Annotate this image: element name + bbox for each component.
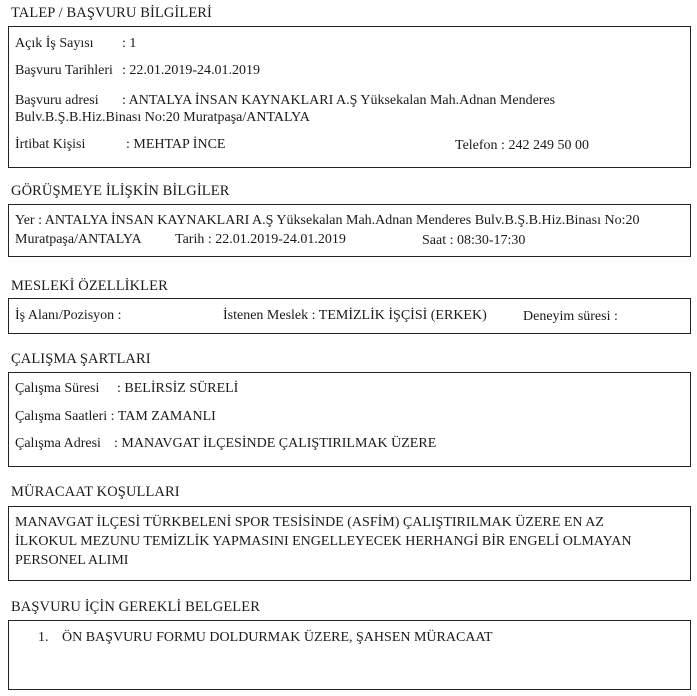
gorusme-yer-line1: Yer : ANTALYA İNSAN KAYNAKLARI A.Ş Yüksekalan Mah.Adnan Menderes Bulv.B.Ş.B.Hiz.Binası No:20: [15, 213, 640, 228]
is-alani-pozisyon: İş Alanı/Pozisyon :: [15, 308, 122, 323]
basvuru-adres-label: Başvuru adresi: [15, 93, 99, 108]
irtibat-value: : MEHTAP İNCE: [126, 137, 226, 152]
istenen-meslek: İstenen Meslek : TEMİZLİK İŞÇİSİ (ERKEK): [223, 308, 487, 323]
belge-item-text: ÖN BAŞVURU FORMU DOLDURMAK ÜZERE, ŞAHSEN MÜRACAAT: [62, 630, 493, 645]
muracaat-line3: PERSONEL ALIMI: [15, 553, 129, 568]
gorusme-tarih: Tarih : 22.01.2019-24.01.2019: [175, 232, 346, 247]
basvuru-adres-value-line2: Bulv.B.Ş.B.Hiz.Binası No:20 Muratpaşa/ANTALYA: [15, 110, 310, 125]
gorusme-saat: Saat : 08:30-17:30: [422, 233, 526, 248]
mesleki-section-box: [8, 298, 691, 334]
gorusme-section-box: [8, 204, 691, 257]
basvuru-tarih-value: : 22.01.2019-24.01.2019: [122, 63, 261, 78]
calisma-adresi-value: : MANAVGAT İLÇESİNDE ÇALIŞTIRILMAK ÜZERE: [114, 436, 437, 451]
acik-is-value: : 1: [122, 36, 137, 51]
muracaat-line2: İLKOKUL MEZUNU TEMİZLİK YAPMASINI ENGELLEYECEK HERHANGİ BİR ENGELİ OLMAYAN: [15, 534, 632, 549]
calisma-suresi-label: Çalışma Süresi: [15, 381, 100, 396]
deneyim-suresi: Deneyim süresi :: [523, 309, 618, 324]
muracaat-section-heading: MÜRACAAT KOŞULLARI: [11, 484, 180, 500]
calisma-suresi-value: : BELİRSİZ SÜRELİ: [117, 381, 239, 396]
acik-is-label: Açık İş Sayısı: [15, 36, 94, 51]
basvuru-adres-value-line1: : ANTALYA İNSAN KAYNAKLARI A.Ş Yüksekalan Mah.Adnan Menderes: [122, 93, 556, 108]
telefon: Telefon : 242 249 50 00: [455, 138, 589, 153]
belgeler-section-heading: BAŞVURU İÇİN GEREKLİ BELGELER: [11, 599, 260, 615]
calisma-saatleri: Çalışma Saatleri : TAM ZAMANLI: [15, 409, 216, 424]
muracaat-line1: MANAVGAT İLÇESİ TÜRKBELENİ SPOR TESİSİNDE (ASFİM) ÇALIŞTIRILMAK ÜZERE EN AZ: [15, 515, 604, 530]
calisma-section-heading: ÇALIŞMA ŞARTLARI: [11, 351, 151, 367]
gorusme-section-heading: GÖRÜŞMEYE İLİŞKİN BİLGİLER: [11, 183, 230, 199]
muracaat-section-box: [8, 506, 691, 581]
mesleki-section-heading: MESLEKİ ÖZELLİKLER: [11, 278, 168, 294]
belge-item-number: 1.: [38, 630, 49, 645]
belgeler-section-box: [8, 620, 691, 690]
talep-section-box: [8, 26, 691, 168]
talep-section-heading: TALEP / BAŞVURU BİLGİLERİ: [11, 5, 212, 21]
basvuru-tarih-label: Başvuru Tarihleri: [15, 63, 113, 78]
irtibat-label: İrtibat Kişisi: [15, 137, 86, 152]
gorusme-yer-line2: Muratpaşa/ANTALYA: [15, 232, 142, 247]
calisma-adresi-label: Çalışma Adresi: [15, 436, 101, 451]
calisma-section-box: [8, 372, 691, 467]
